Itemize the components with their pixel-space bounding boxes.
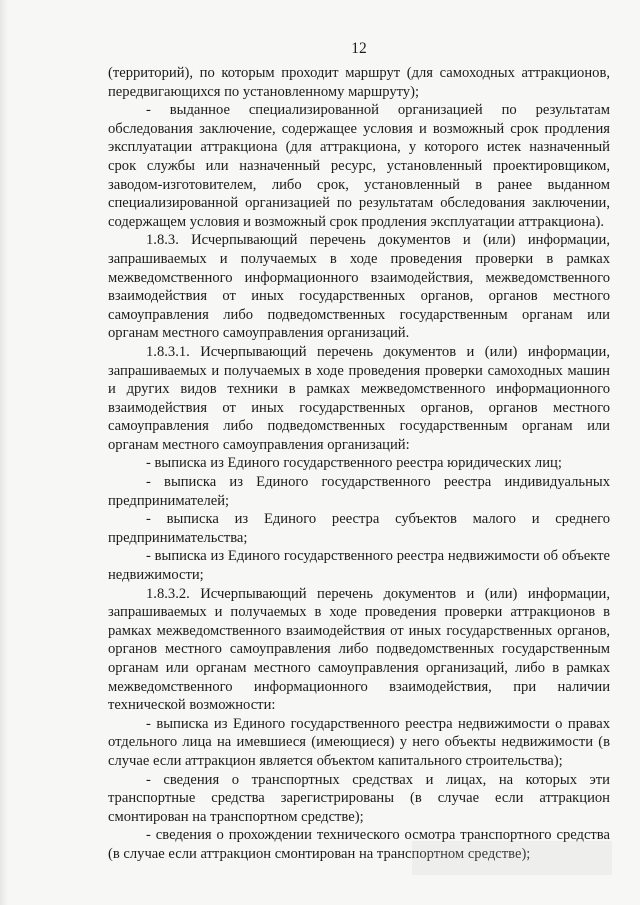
list-item: - сведения о транспортных средствах и лицах, на которых эти транспортные средства зарегистрированы (в случае если аттракцион смонтирован на транспортном средстве); <box>108 771 610 825</box>
list-item: - выписка из Единого государственного реестра индивидуальных предпринимателей; <box>108 474 610 509</box>
paragraph: 1.8.3.2. Исчерпывающий перечень документов и (или) информации, запрашиваемых и получаемых в ходе проведения проверки аттракционов в рамках межведомственного взаимодействия от иных государственных органов, органов местного самоуправления либо подведомственных государственным органам или органам местного самоуправления организаций, либо в рамках межведомственного информационного взаимодействия, при наличии технической возможности: <box>108 585 610 714</box>
page-number: 12 <box>351 40 367 57</box>
paragraph: 1.8.3. Исчерпывающий перечень документов и (или) информации, запрашиваемых и получаемых в ходе проведения проверки в рамках межведомственного информационного взаимодействия, межведомственного взаимодействия от иных государственных органов, органов местного самоуправления либо подведомственных государственным органам или органам местного самоуправления организаций. <box>108 232 610 342</box>
paragraph: 1.8.3.1. Исчерпывающий перечень документов и (или) информации, запрашиваемых и получаемых в ходе проведения проверки самоходных машин и других видов техники в рамках межведомственного информационного взаимодействия от иных государственных органов, органов местного самоуправления либо подведомственных государственным органам или органам местного самоуправления организаций: <box>108 343 610 453</box>
list-item: - выписка из Единого государственного реестра юридических лиц; <box>146 455 562 472</box>
list-item: - выписка из Единого государственного реестра недвижимости об объекте недвижимости; <box>108 548 610 584</box>
list-item: - выписка из Единого государственного реестра недвижимости о правах отдельного лица на имевшиеся (имеющиеся) у него объекты недвижимости (в случае если аттракцион является объектом капитального строительства); <box>108 715 610 769</box>
scan-edge-shadow <box>0 0 8 905</box>
list-item: - сведения о прохождении технического осмотра транспортного средства (в случае если аттракцион смонтирован на транспортном средстве); <box>108 827 610 862</box>
paragraph: - выданное специализированной организацией по результатам обследования заключение, содержащее условия и возможный срок продления эксплуатации аттракциона (для аттракциона, у которого истек назначенный срок службы или назначенный ресурс, установленный проектировщиком, заводом-изготовителем, либо срок, установленный в ранее выданном специализированной организацией по результатам обследования заключении, содержащем условия и возможный срок продления эксплуатации аттракциона). <box>108 102 610 230</box>
list-item: - выписка из Единого реестра субъектов малого и среднего предпринимательства; <box>108 511 610 546</box>
faint-stamp-mark <box>412 841 612 875</box>
paragraph: (территорий), по которым проходит маршрут (для самоходных аттракционов, передвигающихся по установленному маршруту); <box>108 65 610 100</box>
